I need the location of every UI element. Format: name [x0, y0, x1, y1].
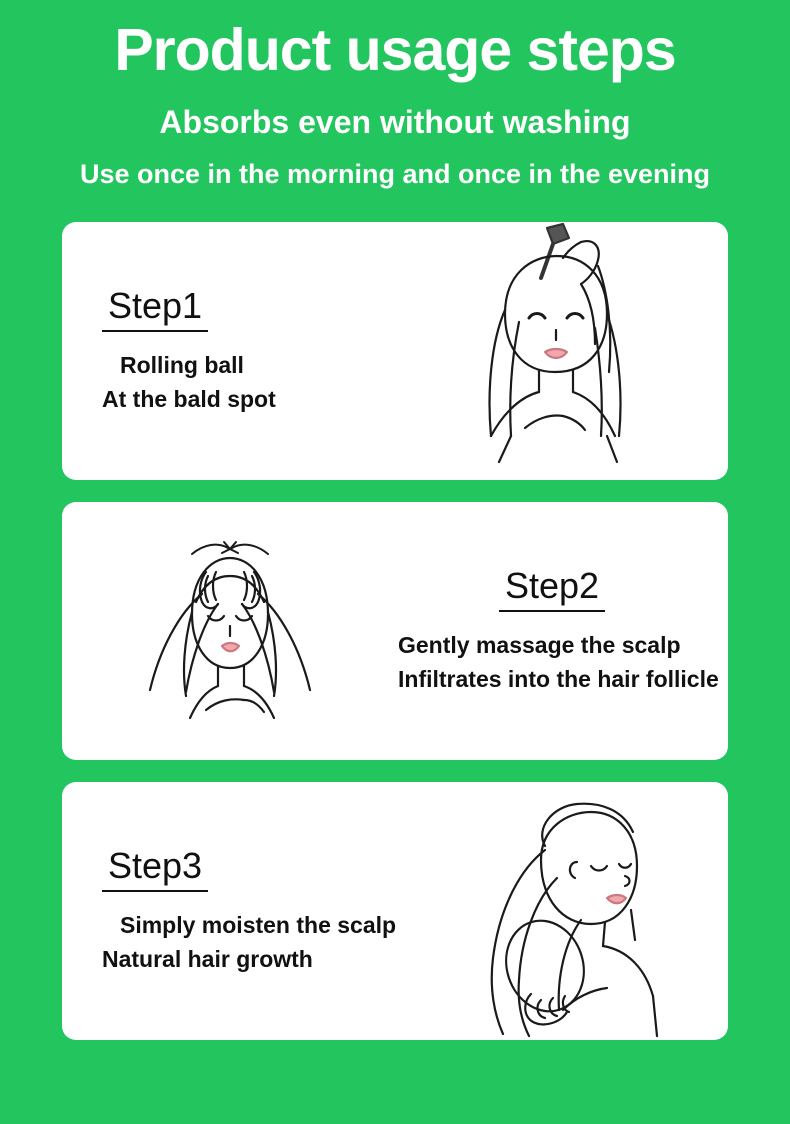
step-card-1 [62, 222, 728, 480]
step-card-3 [62, 782, 728, 1040]
step-3-illustration [392, 782, 728, 1040]
page-title: Product usage steps [114, 17, 676, 83]
step-card-3-text [62, 844, 397, 977]
step-1-label: Step1 [102, 285, 208, 332]
step-card-1-text [62, 285, 392, 417]
step-card-2-text [398, 565, 728, 697]
step-2-illustration [62, 502, 398, 760]
step-1-line-2: At the bald spot [102, 386, 276, 413]
step-3-label: Step3 [102, 845, 208, 892]
page-subtitle-secondary: Use once in the morning and once in the evening [79, 159, 711, 190]
step-3-line-2: Natural hair growth [102, 946, 313, 973]
page-subtitle: Absorbs even without washing [159, 103, 631, 140]
step-1-line-1: Rolling ball [120, 351, 244, 378]
step-2-line-1: Gently massage the scalp [398, 631, 681, 658]
step-2-line-2: Infiltrates into the hair follicle [398, 666, 719, 693]
poster-header [0, 0, 790, 190]
steps-list [0, 190, 790, 1040]
step-card-2 [62, 502, 728, 760]
step-3-line-1: Simply moisten the scalp [120, 911, 397, 938]
step-1-illustration [392, 222, 728, 480]
step-2-label: Step2 [499, 565, 605, 612]
